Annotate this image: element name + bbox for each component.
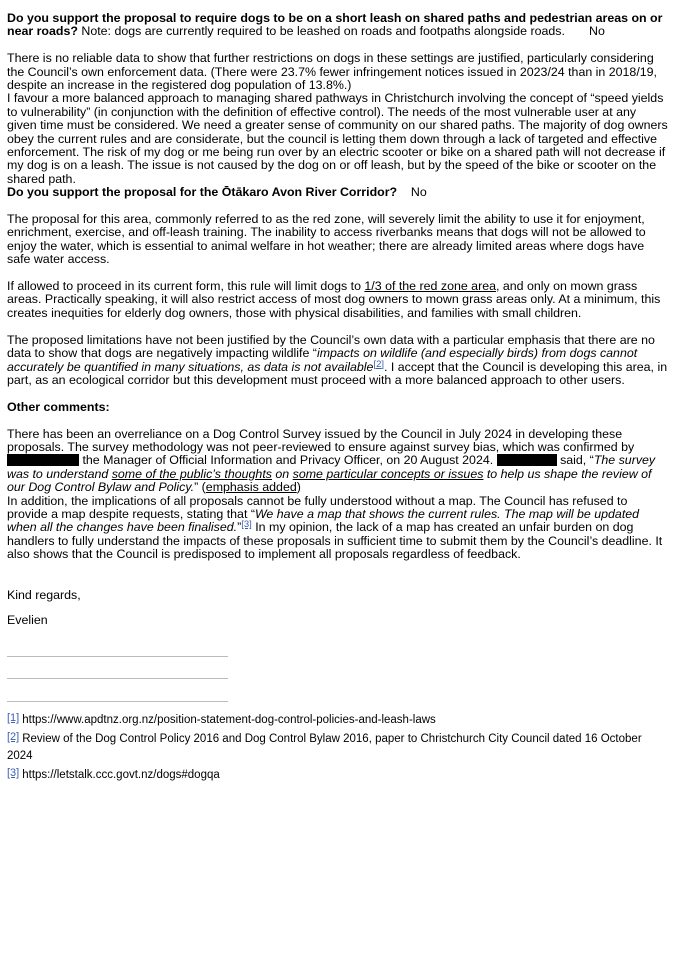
paragraph-speed-yields: I favour a more balanced approach to managing shared pathways in Christchurch involving the concept of “speed yields to vulnerability” (in conjunction with the definition of effective control). The needs of the most vulnerable user at any given time must be considered. We need a greater sense of community on our shared paths. The majority of dog owners obey the current rules and are considerate, but the council is letting them down through a lack of targeted and effective enforcement. The risk of my dog or me being run over by an electric scooter or bike on a shared path will not decrease if my dog is on a leash. The issue is not caused by the dog on or off leash, but by the speed of the bike or scooter on the shared path. — [7, 91, 668, 186]
closing: Kind regards, — [7, 587, 81, 602]
footnote-ref-2[interactable]: [2] — [373, 358, 384, 370]
emphasis-added: emphasis added — [205, 480, 297, 495]
red-zone-third-underline: 1/3 of the red zone area — [364, 279, 496, 294]
redacted-name-2 — [497, 454, 557, 466]
question-river-text: Do you support the proposal for the Ōtākaro Avon River Corridor? — [7, 185, 398, 200]
paragraph-red-zone: The proposal for this area, commonly referred to as the red zone, will severely limit the ability to use it for enjoyment, enrichment, exercise, and off-leash training. The inability to access riverbanks means that dogs will not be allowed to enjoy the water, which is essential to animal welfare in hot weather; there are already limited areas where dogs have safe water access. — [7, 212, 646, 267]
footnote-ref-3[interactable]: [3] — [241, 519, 252, 531]
paragraph-mown-grass: If allowed to proceed in its current form, this rule will limit dogs to 1/3 of the red zone area, and only on mown grass areas. Practically speaking, it will also restrict access of most dog owners to mown grass areas only. At a minimum, this creates inequities for elderly dog owners, those with physical disabilities, and families with small children. — [7, 279, 661, 320]
redacted-name-1 — [7, 454, 79, 466]
question-leash — [7, 12, 669, 39]
question-leash-answer: No — [589, 24, 605, 39]
map-quote: We have a map that shows the current rules. The map will be updated when all the changes have been finalised. — [7, 506, 640, 535]
question-leash-note: Note: dogs are currently required to be leashed on roads and footpaths alongside roads. — [77, 24, 565, 39]
paragraph-map: In addition, the implications of all proposals cannot be fully understood without a map. The Council has refused to provide a map despite requests, stating that “We have a map that shows the current rules. The map will be updated when all the changes have been finalised.”[3] In my opinion, the lack of a map has created an unfair burden on dog handlers to fully understand the impacts of these proposals in sufficient time to submit them by the Council’s deadline. It also shows that the Council is predisposed to implement all proposals regardless of feedback. — [7, 493, 663, 562]
question-river-corridor — [7, 186, 669, 199]
footnote-3: [3] https://letstalk.ccc.govt.nz/dogs#dogqa — [7, 767, 220, 782]
paragraph-wildlife: The proposed limitations have not been justified by the Council’s own data with a particular emphasis that there are no data to show that dogs are negatively impacting wildlife “impacts on wildlife (and especially birds) from dogs cannot accurately be quantified in many situations, as data is not available[2]. I accept that the Council is developing this area, in part, as an ecological corridor but this development must proceed with a more balanced approach to other users. — [7, 332, 668, 387]
footnote-1: [1] https://www.apdtnz.org.nz/position-statement-dog-control-policies-and-leash-laws — [7, 712, 436, 727]
paragraph-survey: There has been an overreliance on a Dog Control Survey issued by the Council in July 2024 in developing these proposals. The survey methodology was not peer-reviewed to ensure against survey bias, which was confirmed by the Manager of Official Information and Privacy Officer, on 20 August 2024. said, “The survey was to understand some of the public’s thoughts on some particular concepts or issues to help us shape the review of our Dog Control Bylaw and Policy.” (emphasis added) — [7, 426, 656, 495]
signature: Evelien — [7, 612, 48, 627]
paragraph-enforcement-data: There is no reliable data to show that further restrictions on dogs in these settings are justified, particularly considering the Council’s own enforcement data. (There were 23.7% fewer infringement notices issued in 2023/24 than in 2018/19, despite an increase in the registered dog population of 13.8%.) — [7, 51, 657, 93]
other-comments-heading: Other comments: — [7, 399, 110, 414]
document-page — [7, 12, 669, 784]
question-river-answer: No — [410, 185, 427, 200]
question-leash-text: Do you support the proposal to require dogs to be on a short leash on shared paths and pedestrian areas on or near roads? — [7, 11, 663, 39]
wildlife-quote: impacts on wildlife (and especially birds) from dogs cannot accurately be quantified in many situations, as data is not available — [7, 346, 638, 374]
footnote-2: [2] Review of the Dog Control Policy 2016 and Dog Control Bylaw 2016, paper to Christchurch City Council dated 16 October 2024 — [7, 731, 642, 763]
